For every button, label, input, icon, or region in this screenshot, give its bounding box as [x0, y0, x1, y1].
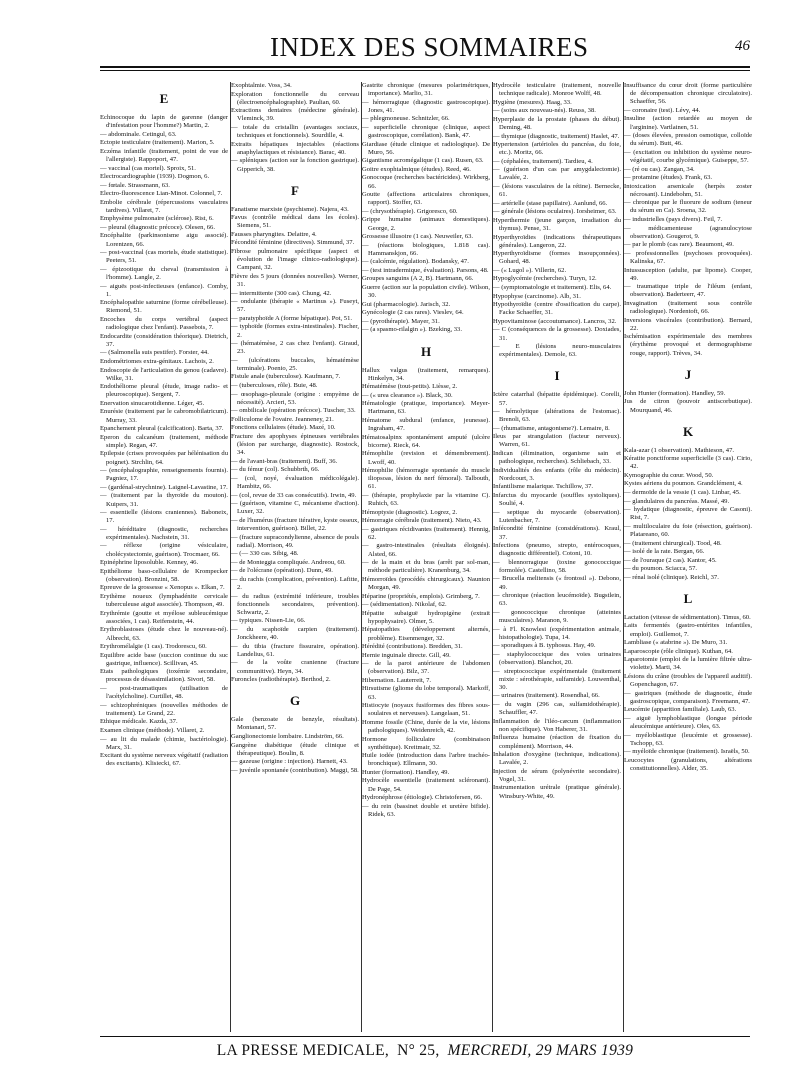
index-entry: Extractions dentaires (médecine générale). Vleminck, 39. [231, 107, 359, 123]
index-entry: Kymographie du cœur. Wood, 50. [624, 471, 714, 479]
index-entry: Etats pathologiques (toxémie secondaire, processus de désassimilation). Sivori, 58. [100, 668, 228, 684]
index-entry: — (soins aux nouveau-nés). Reuss, 38. [493, 107, 596, 115]
index-entry: Individualités des enfants (rôle du médecin). Nordcourt, 3. [493, 466, 621, 482]
index-entry: — chronique (réaction leucémoïde). Bugstlein, 63. [493, 592, 621, 608]
index-entry: Equilibre acide base (succion continue du suc gastrique, influence). Scillivan, 45. [100, 651, 228, 667]
index-entry: Ganglionectomie lombaire. Lindström, 66. [231, 732, 344, 740]
header-rule-thin [100, 70, 750, 71]
index-entry: Ectopie testiculaire (traitement). Marion, 5. [100, 139, 215, 147]
index-entry: — streptococcique expérimentale (traitement mixte : sérothérapie, sulfamide). Louwenthal, 30. [493, 667, 621, 691]
index-entry: Hémorragie cérébrale (traitement). Nieto, 43. [362, 517, 482, 525]
index-entry: Epreuve de la grossesse « Xenopus ». Elkan, 7. [100, 584, 225, 592]
index-entry: Hématome subdural (enfance, jeunesse). Ingraham, 47. [362, 417, 490, 433]
index-entry: Infécondité féminine (considérations). Kraul, 37. [493, 525, 621, 541]
index-entry: — E (lésions neuro-musculaires expérimentales). Demole, 63. [493, 343, 621, 359]
index-entry: — abdominale. Cetingul, 63. [100, 130, 177, 138]
index-entry: — (thérapie, prophylaxie par la vitamine C). Ruhich, 63. [362, 491, 490, 508]
index-entry: Erythème noueux (lymphadénite cervicale tuberculeuse aiguë associée). Thompson, 49. [100, 592, 228, 609]
index-entry: — gazeuse (origine : injection). Harnett, 43. [231, 758, 348, 766]
index-entry: Jus de citron (pouvoir antiscorbutique). Mourquand, 46. [624, 398, 752, 414]
index-entry: Hallux valgus (traitement, remarques). Hinkelyn, 34. [362, 366, 490, 382]
column-divider [230, 82, 231, 1032]
index-entry: — (sédimentation). Nikolaf, 62. [362, 601, 447, 609]
index-entry: Laparoscopie (rôle clinique). Kuthan, 64. [624, 647, 733, 655]
index-entry: — coronaire (test). Lévy, 44. [624, 106, 701, 114]
index-entry: — (traitement par la thyroïde du mouton). Kuipers, 31. [100, 492, 228, 508]
index-entry: — du rein (bassinet double et uretère bifide). Ridek, 63. [362, 802, 490, 818]
index-entry: — (traitement chirurgical). Tood, 48. [624, 539, 722, 547]
index-entry: Influenza humaine (réaction de fixation du complément). Morrison, 44. [493, 734, 621, 750]
index-entry: Gigantisme acromégalique (1 cas). Rusen, 63. [362, 157, 484, 165]
index-entry: Héparine (propriétés, emplois). Grimberg, 7. [362, 592, 480, 600]
index-entry: Hyperplasie de la prostate (phases du début). Deming, 48. [493, 115, 621, 131]
index-entry: Hirsutisme (gliome du lobe temporal). Markoff, 63. [362, 685, 490, 701]
page-title: INDEX DES SOMMAIRES [270, 32, 589, 62]
index-entry: — totale du cristallin (avantages sociaux, techniques et fonctionnels). Sourdille, 4. [231, 123, 359, 140]
index-entry: Groupes sanguins (A 2, B). Hartmann, 66. [362, 275, 474, 283]
index-entry: — (encéphalographie, renseignements fournis). Pagniez, 17. [100, 467, 228, 483]
index-entry: — (gardénal-strychnine). Laignel-Lavastine, 17. [100, 483, 228, 491]
index-entry: — aiguës post-infectieuses (enfance). Comby, 1. [100, 282, 228, 298]
index-entry: Huile iodée (introduction dans l'arbre trachéo-bronchique). Ellmann, 30. [362, 752, 490, 768]
index-entry: — C (conséquences de la grossesse). Doxiades, 31. [493, 326, 621, 342]
footer-journal: LA PRESSE MEDICALE, [216, 1042, 390, 1059]
index-entry: — typiques. Nissen-Lie, 66. [231, 617, 306, 625]
index-entry: Favus (contrôle médical dans les écoles). Siemens, 51. [231, 214, 359, 230]
index-entry: Insuffisance du cœur droit (forme particulière de décompensation chronique circulatoire). Schaeffer, 56. [624, 82, 752, 106]
section-letter-g: G [289, 693, 301, 709]
index-entry: — de l'olécrane (opération). Dunn, 49. [231, 567, 333, 575]
index-entry: Fausses pharyngites. Delattre, 4. [231, 230, 317, 238]
index-entry: Fanatisme marxiste (psychisme). Najera, 43. [231, 205, 349, 213]
index-entry: — au lit du malade (chimie, bactériologie). Marx, 31. [100, 735, 228, 751]
index-entry: — aiguë lymphoblastique (longue période aleucémique antérieure). Oles, 63. [624, 714, 752, 730]
index-entry: Endoscopie de l'articulation du genou (cadavre). Wilke, 31. [100, 366, 228, 382]
index-column-1 [100, 82, 228, 1034]
index-entry: — typhoïde (formes extra-intestinales). Fischer, 2. [231, 323, 359, 339]
index-entry: Epinéphrine liposoluble. Kenney, 46. [100, 559, 199, 567]
index-entry: Hypothyroïdie (centre d'ossification du carpe). Facke Schaeffer, 31. [493, 301, 621, 317]
index-entry: — à Fl. Knowlesi (expérimentation animale, histopathologie). Tupa, 14. [493, 625, 621, 641]
index-entry: — de Monteggia compliquée. Andreou, 60. [231, 558, 346, 566]
index-entry: — de la paroi antérieure de l'abdomen (observation). Bilz, 37. [362, 660, 490, 676]
index-entry: — hydatique (diagnostic, épreuve de Casoni). Rist, 7. [624, 506, 752, 522]
index-entry: — de l'ouraque (2 cas). Kantor, 45. [624, 556, 717, 564]
index-entry: — traumatique triple de l'iléum (enfant, observation). Baderteerr, 47. [624, 283, 752, 299]
index-entry: Infarctus du myocarde (souffles systoliques). Soulié, 4. [493, 491, 621, 508]
index-entry: Laparotomie (emploi de la lumière filtrée ultra-violette). Marti, 34. [624, 656, 752, 672]
index-entry: Inflammation de l'iléo-cæcum (inflammation non spécifique). Von Haberer, 31. [493, 717, 621, 733]
index-entry: Ileus par strangulation (facteur nerveux). Warren, 61. [493, 433, 621, 449]
index-entry: Hérédité (contributions). Bredden, 31. [362, 643, 463, 651]
index-entry: — fœtale. Strassmann, 63. [100, 181, 170, 189]
index-entry: — du fémur (col). Schubbrth, 66. [231, 466, 320, 474]
index-entry: — (tuberculoses, rôle). Buie, 48. [231, 382, 318, 390]
index-entry: Goutte (affections articulaires chroniques, rapport). Stoffer, 63. [362, 191, 490, 207]
index-entry: Hépatite subaiguë hydropigène (extrait hypophysaire). Olmer, 5. [362, 609, 490, 625]
index-entry: — ondulante (thérapie « Martinus »). Fuseyt, 57. [231, 298, 359, 314]
index-entry: — juvénile spontanée (contribution). Maggi, 58. [231, 766, 359, 774]
index-entry: — gastriques (méthode de diagnostic, étude gastroscopique, comparaison). Freemann, 47. [624, 689, 752, 705]
index-entry: Gale (benzoate de benzyle, résultats). Montanari, 57. [231, 716, 359, 732]
index-entry: — (« Lugol »). Villerin, 62. [493, 266, 567, 274]
index-entry: — (ulcérations buccales, hématémèse terminale). Poenio, 25. [231, 356, 359, 372]
index-entry: Hémophilie (revision et démembrement). Lwoff, 40. [362, 450, 490, 466]
index-entry: Hunter (formation). Handley, 49. [362, 768, 450, 776]
index-entry: Indican (élimination, organisme sain et pathologique, recherches). Schliebach, 33. [493, 450, 621, 466]
index-entry: Encéphalite (parkinsonisme aigu associé). Lorentzen, 66. [100, 232, 228, 248]
index-entry: — (col, noyé, évaluation médicolégale). Hambitz, 66. [231, 474, 359, 491]
index-entry: Hyperthyroïdisme (formes insoupçonnées). Gohard, 48. [493, 250, 621, 266]
section-letter-h: H [420, 343, 432, 359]
index-entry: Hydrocèle testiculaire (traitement, nouvelle technique radicale). Monroe Wolff, 48. [493, 82, 621, 98]
index-entry: — protamine (études). Frank, 63. [624, 174, 713, 182]
index-entry: — œsophago-pleurale (origine : empyème de nécessité). Arcieri, 53. [231, 390, 359, 406]
index-entry: — (excitation ou inhibition du système neuro-végétatif, courbe glycémique). Guiseppe, 57. [624, 148, 752, 164]
index-entry: — superficielle chronique (clinique, aspect gastroscopique, corrélation). Bank, 47. [362, 123, 490, 140]
index-entry: Histiocyte (noyaux fusiformes des fibres sous-soulaires et nerveuses). Langelaan, 51. [362, 702, 490, 718]
index-entry: — de l'humérus (fracture itérative, kyste osseux, intervention, guérison). Billet, 22. [231, 516, 359, 532]
index-entry: Instrumentation urétrale (pratique générale). Winsbury-White, 49. [493, 784, 621, 800]
index-entry: — (guérison d'un cas par amygdalectomie). Lavalée, 2. [493, 166, 621, 182]
index-entry: — isolé de la rate. Bergan, 66. [624, 548, 705, 556]
section-letter-e: E [159, 91, 169, 106]
index-entry: Gastrite chronique (mesures polarimétriques, importance). Marlio, 31. [362, 82, 490, 98]
index-entry: — staphylococcique des voies urinaires (observation). Blanchot, 20. [493, 650, 621, 666]
index-entry: Hypoglycémie (recherches). Turyn, 12. [493, 275, 597, 283]
index-entry: — (hématémèse, 2 cas chez l'enfant). Giraud, 23. [231, 340, 359, 356]
index-entry: — médicamenteuse (agranulocytose observation). Gougerot, 9. [624, 224, 752, 240]
index-entry: Goitre exophtalmique (études). Reed, 46. [362, 165, 471, 173]
index-entry: — (céphalées, traitement). Tardieu, 4. [493, 157, 593, 165]
index-entry: — spléniques (action sur la fonction gastrique). Gipperich, 38. [231, 157, 359, 173]
index-entry: Exophtalmie. Voss, 34. [231, 82, 292, 89]
index-entry: Ischémisation expérimentale des membres (érythème provoqué et dermographisme rouge, rapport). Trèves, 34. [624, 333, 752, 357]
index-entry: — (fracture supracondylienne, absence de pouls radial). Morrison, 49. [231, 533, 359, 549]
index-entry: Endothéliome pleural (étude, image radio- et pleuroscopique). Sergent, 7. [100, 383, 228, 399]
index-entry: — du radius (extrémité inférieure, troubles fonctionnels secondaires, prévention). Schwartz, 2. [231, 592, 359, 616]
index-entry: — de la voûte cranienne (fracture communitive). Heyn, 34. [231, 659, 359, 675]
index-entry: — post-traumatiques (utilisation de l'acétylcholine). Curtillet, 48. [100, 685, 228, 701]
index-column-3 [362, 82, 490, 1034]
index-entry: — blennorragique (toxine gonococcique formolée). Castellino, 58. [493, 558, 621, 574]
index-entry: Kala-azar (1 observation). Mathieson, 47. [624, 446, 735, 454]
index-entry: — réflexe (origine vésiculaire, cholécystectomie, guérison). Trocmaer, 66. [100, 542, 228, 558]
index-entry: Intussusception (adulte, par lipome). Cooper, 49. [624, 266, 752, 282]
index-entry: Fécondité féminine (directives). Simmund, 37. [231, 239, 355, 247]
index-column-5 [624, 82, 752, 1034]
index-entry: — (guérison, vitamine C, mécanisme d'action). Luxer, 32. [231, 500, 359, 516]
footer-issue: N° 25, [397, 1042, 440, 1059]
index-entry: — (col, revue de 33 cas consécutifs). Irwin, 49. [231, 491, 357, 499]
index-entry: Hypovitaminose (accoutumance). Lancros, 32. [493, 317, 617, 325]
index-entry: — rénal isolé (clinique). Reichl, 37. [624, 573, 719, 581]
index-entry: Encéphalopathie saturnine (forme cérébelleuse). Riemond, 51. [100, 299, 228, 315]
index-entry: Exploration fonctionnelle du cerveau (électroencéphalographie). Paulian, 60. [231, 90, 359, 106]
index-columns [100, 82, 750, 1034]
index-entry: Kératite ponctiforme superficielle (3 cas). Cirio, 42. [624, 455, 752, 471]
index-entry: — du scaphoïde carpien (traitement). Jonckheere, 40. [231, 625, 359, 642]
index-entry: — schizophréniques (nouvelles méthodes de traitement). Le Grand, 22. [100, 701, 228, 717]
index-entry: — dermoïde de la vessie (1 cas). Linbar, 45. [624, 489, 741, 496]
index-entry: — septique du myocarde (observation). Lutenbacher, 7. [493, 508, 621, 524]
index-entry: Erythrémie (goutte et myélose subleucémique associées, 1 cas). Reifenstein, 44. [100, 609, 228, 625]
index-entry: — (chrysothérapie). Grigoresco, 60. [362, 207, 458, 215]
index-entry: Erythroblastoses (étude chez le nouveau-né). Albrecht, 63. [100, 626, 228, 642]
index-entry: John Hunter (formation). Handley, 59. [624, 389, 726, 397]
index-entry: — de la main et du bras (arrêt par sol-man, méthode particulière). Kranenburg, 34. [362, 559, 490, 575]
index-entry: — chronique par le fluorure de sodium (teneur du sérum en Ca). Sroena, 32. [624, 199, 752, 215]
index-entry: — vaccinal (cas mortel). Sproix, 51. [100, 164, 196, 172]
index-entry: — héréditaire (diagnostic, recherches expérimentales). Nachstein, 31. [100, 525, 228, 541]
index-entry: — (ré ou cas). Zangan, 34. [624, 165, 695, 173]
index-entry: Folliculome de l'ovaire. Jeanneney, 21. [231, 415, 334, 423]
index-entry: Enervation sinucarotidienne. Léger, 45. [100, 399, 205, 407]
index-entry: — (rhumatisme, antagonisme?). Lemaire, 8. [493, 424, 610, 432]
index-entry: Hibernation. Lauterreit, 7. [362, 676, 432, 684]
index-entry: Homme fossile (Chine, durée de la vie, lésions pathologiques). Weidenreich, 42. [362, 718, 490, 734]
index-entry: — (— 330 cas. Sibig, 48. [231, 550, 299, 558]
index-entry: — hémorragique (diagnostic gastroscopique). Jones, 41. [362, 98, 490, 114]
section-letter-k: K [682, 423, 694, 439]
index-entry: — ombilicale (opération précoce). Tuscher, 33. [231, 407, 356, 415]
index-entry: — urinaires (traitement). Rosendhal, 66. [493, 692, 600, 700]
section-letter-j: J [684, 366, 692, 382]
index-entry: Infantilisme malarique. Tschillow, 37. [493, 483, 594, 491]
page-header [100, 26, 750, 66]
index-entry: Hygiène (mesures). Haag, 33. [493, 98, 572, 106]
index-entry: — intermittente (300 cas). Chung, 42. [231, 289, 332, 297]
index-entry: Inhalation d'oxygène (technique, indications). Lavalée, 2. [493, 751, 621, 767]
index-entry: Extraits hépatiques injectables (réactions anaphylactiques et résistance). Barac, 40. [231, 140, 359, 156]
page-number: 46 [735, 38, 750, 54]
index-entry: — (symptomatologie et traitement). Elis, 64. [493, 284, 612, 291]
index-entry: Hémorroïdes (procédés chirurgicaux). Naunton Morgan, 49. [362, 575, 490, 592]
index-entry: — essentielle (lésions craniennes). Baboneix, 17. [100, 509, 228, 525]
section-letter-i: I [554, 368, 560, 384]
index-entry: — par le plomb (cas rare). Beaumont, 49. [624, 241, 734, 249]
index-entry: — générale (lésions oculaires). Iorsheimer, 63. [493, 208, 617, 216]
index-entry: — thymique (diagnostic, traitement) Haslet, 47. [493, 132, 620, 140]
footer-rule [100, 1036, 750, 1037]
index-entry: Insuline (action retardée au moyen de l'arginine). Vartlainen, 51. [624, 115, 752, 131]
index-entry: — épizootique du cheval (transmission à l'homme). Langle, 2. [100, 265, 228, 282]
index-entry: Hyperthermie (jeune garçon, irradiation du thymus). Pense, 31. [493, 216, 621, 232]
index-entry: Epilepsie (crises provoquées par hélénisation du poignet). Strchlin, 64. [100, 450, 228, 466]
index-entry: Epithéliome baso-cellulaire de Krompecker (observation). Bronzini, 58. [100, 567, 228, 583]
index-entry: — du vagin (296 cas, sulfamidothérapie). Schauffler, 47. [493, 700, 621, 717]
index-entry: — industrielles (pays divers). Feil, 7. [624, 216, 723, 224]
index-entry: Invagination (traitement sous contrôle radiologique). Nordentoft, 66. [624, 299, 752, 316]
index-entry: Furoncles (radiothérapie). Berthod, 2. [231, 676, 331, 684]
index-entry: Endocardite (considération théorique). Dietrich, 37. [100, 332, 228, 348]
column-divider [623, 82, 624, 1032]
index-entry: — hémolytique (altérations de l'estomac). Brenoli, 63. [493, 408, 621, 424]
index-entry: Leucocytes (granulations, altérations constitutionnelles). Alder, 35. [624, 756, 752, 772]
index-entry: — artérielle (stase papillaire). Aanlund, 66. [493, 199, 608, 207]
index-entry: — gastro-intestinales (résultats éloignés). Alsted, 66. [362, 542, 490, 558]
index-entry: — post-vaccinal (cas mortels, étude statistique). Peeters, 51. [100, 249, 228, 265]
index-entry: Echinocoque du lapin de garenne (danger d'infestation pour l'homme?) Martin, 2. [100, 114, 228, 130]
index-entry: — (lésions vasculaires de la rétine). Bernecke, 61. [493, 183, 621, 199]
index-entry: — paratyphoïde A (forme hépatique). Pot, 51. [231, 314, 353, 322]
index-entry: Gonocoque (recherches bactéricides). Wirkberg, 66. [362, 174, 490, 190]
index-entry: Epanchement pleural (calcification). Barta, 37. [100, 425, 224, 433]
index-entry: Ethique médicale. Kazda, 37. [100, 718, 178, 726]
index-entry: — multiloculaire du foie (résection, guérison). Platareano, 60. [624, 522, 752, 538]
index-entry: Leucémie (apparition familiale). Laub, 63. [624, 706, 737, 714]
index-entry: — du rachis (complication, prévention). Lafitte, 2. [231, 575, 359, 592]
index-entry: Hématosalpinx spontanément amputé (ulcère bicorne). Rieck, 64. [362, 433, 490, 449]
index-entry: Grippe humaine (animaux domestiques). George, 2. [362, 216, 490, 232]
index-entry: Fièvre des 5 jours (données nouvelles). Werner, 31. [231, 272, 359, 289]
index-entry: Intoxication arsenicale (herpès zoster nécrosant). Lindebohm, 51. [624, 182, 752, 198]
index-entry: — (Salmonella suis pestifer). Forster, 44. [100, 349, 209, 357]
index-entry: — glandulaires du pancréas. Massé, 49. [624, 497, 730, 505]
index-entry: Hépatopathies (développement alternés, problème). Eisenmenger, 32. [362, 626, 490, 642]
index-entry: Emphysème pulmonaire (sclérose). Rist, 6. [100, 215, 214, 223]
index-entry: — sporadiques à B. typhosus. Hay, 49. [493, 642, 596, 650]
column-divider [492, 82, 493, 1032]
index-entry: Fonctions cellulaires (étude). Mazé, 10. [231, 424, 336, 432]
index-entry: Hématémèse (tout-petits). Lièsse, 2. [362, 383, 458, 391]
index-entry: Electrocardiographie (1939). Dogmon, 6. [100, 173, 210, 181]
index-entry: — (réactions biologiques, 1.818 cas). Hammanskjon, 66. [362, 241, 490, 257]
index-entry: — phlegmoneuse. Schnitzler, 66. [362, 115, 450, 123]
index-column-4 [493, 82, 621, 1034]
index-entry: Hydronéphrose (étiologie). Christofersen, 66. [362, 794, 483, 802]
index-entry: Erythromélalgie (1 cas). Trodorescu, 60. [100, 643, 207, 651]
section-letter-f: F [291, 182, 299, 198]
index-entry: — (« urea clearance »). Black, 30. [362, 391, 453, 399]
index-entry: — gastriques récidivantes (traitement). Hennig, 62. [362, 525, 490, 541]
index-entry: — (pyrothérapie). Mayer, 31. [362, 317, 440, 325]
index-entry: — (calcémie, régulation). Bodansky, 47. [362, 258, 469, 266]
index-entry: Gui (pharmacologie). Jarisch, 32. [362, 300, 451, 308]
index-entry: — myéloblastique (leucémie et grossesse). Tschopp, 63. [624, 731, 752, 747]
page-footer [100, 1042, 750, 1060]
footer-date: MERCREDI, 29 MARS 1939 [447, 1042, 634, 1059]
index-column-2 [231, 82, 359, 1034]
index-entry: Hyperthyroïdies (indications thérapeutiques générales). Langeron, 22. [493, 233, 621, 249]
index-entry: Lésions du crâne (troubles de l'appareil auditif). Gopenchagon, 67. [624, 672, 752, 689]
index-entry: Ictère catarrhal (hépatite épidémique). Corelli, 57. [493, 391, 621, 407]
index-entry: Hypertension (artérioles du pancréas, du foie, etc.). Moritz, 66. [493, 141, 621, 157]
index-entry: — du poumon. Sciacca, 57. [624, 565, 698, 573]
index-entry: Hypophyse (carcinome). Alb, 31. [493, 292, 581, 300]
index-entry: — du tibia (fracture fissuraire, opération). Landelius, 61. [231, 642, 359, 658]
index-entry: Inversions viscérales (contribution). Bernard, 22. [624, 316, 752, 332]
index-entry: Hémoptysie (diagnostic). Logrez, 2. [362, 508, 458, 516]
index-entry: Lambliase (« atabrine »). De Muro, 31. [624, 639, 728, 647]
index-entry: Grossesse illusoire (1 cas). Neuweiler, 63. [362, 233, 474, 241]
index-entry: Gangrène diabétique (étude clinique et thérapeutique). Boulin, 8. [231, 741, 359, 757]
index-entry: — Brucella melitensis (« frontosil »). Debono, 49. [493, 575, 621, 591]
index-entry: Endométriomes extra-génitaux. Lachois, 2. [100, 357, 214, 365]
column-divider [361, 82, 362, 1032]
index-entry: Kystes aériens du poumon. Grandclément, 4. [624, 480, 743, 488]
index-entry: Hernie inguinale directe. Gill, 49. [362, 651, 451, 659]
index-entry: Lactation (vitesse de sédimentation). Timus, 60. [624, 613, 751, 621]
index-entry: Guerre (action sur la population civile). Wilson, 30. [362, 284, 490, 300]
index-entry: Giardiase (étude clinique et radiologique). De Muro, 56. [362, 140, 490, 156]
index-entry: — pleural (diagnostic précoce). Olesen, 66. [100, 223, 215, 231]
section-letter-l: L [683, 590, 693, 606]
index-entry: Eczéma infantile (traitement, point de vue de l'allergiste). Rappoport, 47. [100, 147, 228, 163]
index-entry: Encoches du corps vertébral (aspect radiologique chez l'enfant). Passebois, 7. [100, 316, 228, 332]
index-entry: Hydrocèle essentielle (traitement scléronant). De Page, 54. [362, 777, 490, 793]
index-entry: Electro-fluorescence Lian-Minot. Colonnel, 7. [100, 190, 223, 198]
index-entry: Enurésie (traitement par le cabromobilatricum). Murray, 33. [100, 408, 228, 424]
index-entry: Embolie cérébrale (répercussions vasculaires tardives). Villaret, 7. [100, 198, 228, 214]
index-entry: Excitant du système nerveux végétatif (radiation des excitants). Klisiecki, 67. [100, 752, 228, 768]
index-entry: — (a spasmo-rilalgin »). Bzeking, 33. [362, 326, 462, 334]
index-entry: Gynécologie (2 cas rares). Vieslev, 64. [362, 309, 464, 317]
index-entry: — de l'avant-bras (traitement). Buff, 36. [231, 457, 338, 465]
index-entry: Examen clinique (méthode). Villaret, 2. [100, 726, 205, 734]
index-entry: — myéloïde chronique (traitement). Israëls, 50. [624, 748, 750, 756]
index-entry: Eperon du calcanéum (traitement, méthode simple). Regan, 47. [100, 433, 228, 449]
header-rule [100, 66, 750, 68]
index-entry: Injection de sérum (polynévrite secondaire). Vogel, 31. [493, 767, 621, 783]
index-entry: Infections (pneumo, strepto, entérocoques, diagnostic différentiel). Cotoni, 10. [493, 542, 621, 558]
index-entry: Fibrose pulmonaire spécifique (aspect et évolution de l'image clinico-radiologique). Campani, 32. [231, 248, 359, 272]
index-entry: Fistule anale (tuberculose). Kaufmann, 7. [231, 373, 341, 381]
index-entry: — gonococcique chronique (atteintes musculaires). Maranon, 9. [493, 608, 621, 625]
index-entry: Fracture des apophyses épineuses vertébrales (lésion par surcharge, diagnostic). Rostock, 34. [231, 432, 359, 457]
index-entry: — (doses élevées, pression osmotique, colloïde du sérum). Butt, 46. [624, 132, 752, 148]
index-entry: Hormone folliculaire (combinaison synthétique). Kreitmair, 32. [362, 735, 490, 751]
index-entry: — professionnelles (psychoses provoquées). Kalinska, 67. [624, 249, 752, 265]
index-entry: — (test intradermique, évaluation). Parsons, 48. [362, 266, 489, 274]
index-entry: Laits fermentés (gastro-entérites infantiles, emploi). Guillemot, 7. [624, 622, 752, 638]
index-entry: Hématologie (pratique, importance). Meyer-Hartmann, 63. [362, 400, 490, 416]
index-entry: Hémophilie (hémorragie spontanée du muscle iliopsoas, lésion du nerf fémoral). Talbouth, 61. [362, 467, 490, 491]
